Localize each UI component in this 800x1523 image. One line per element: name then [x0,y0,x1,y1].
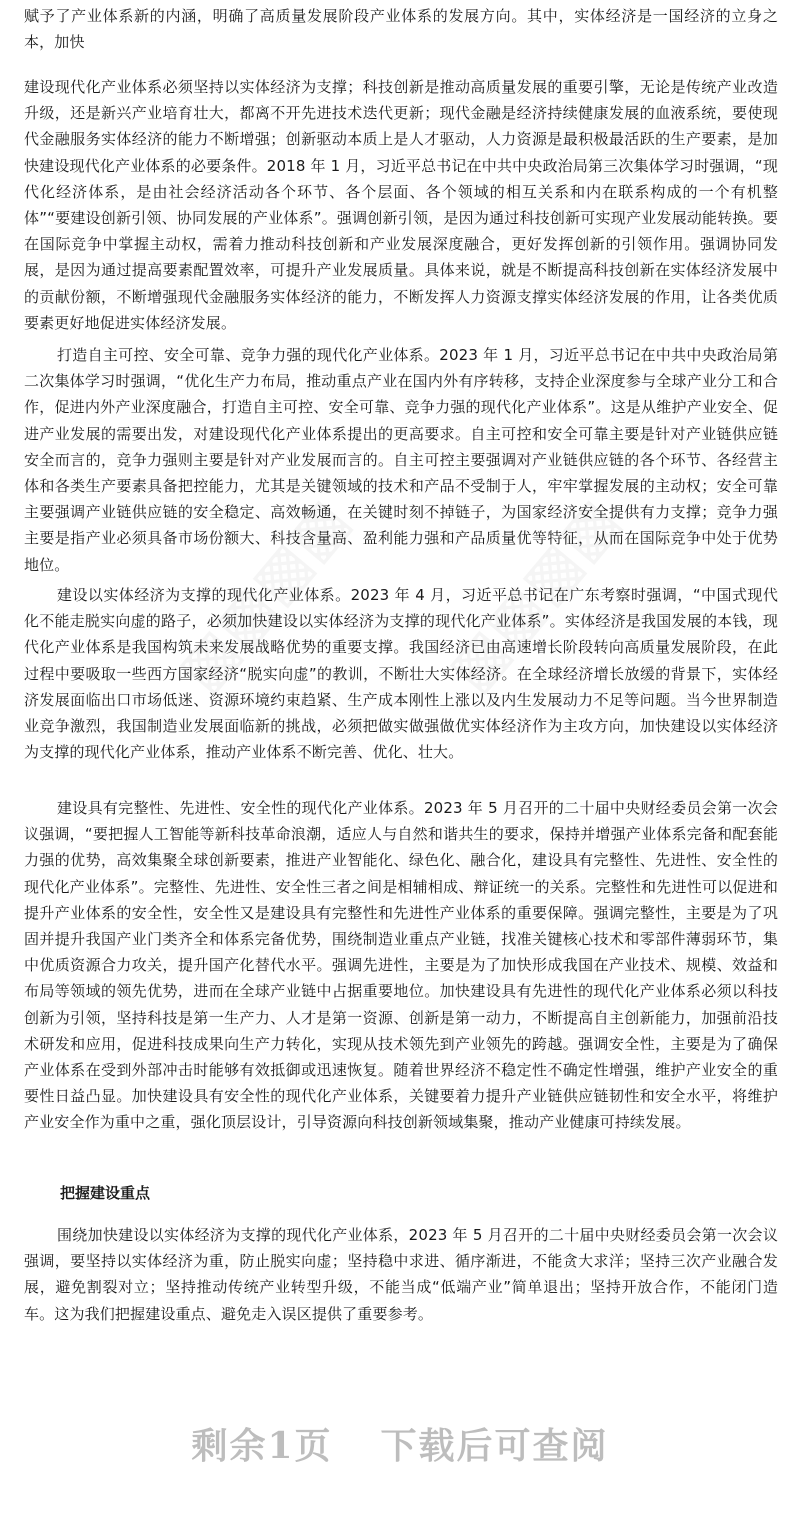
download-prompt[interactable] [0,1418,800,1469]
paragraph-key-points: 围绕加快建设以实体经济为支撑的现代化产业体系，2023 年 5 月召开的二十届中央财经委员会第一次会议强调，要坚持以实体经济为重，防止脱实向虚；坚持稳中求进、循序渐进，不能贪大求洋；坚持三次产业融合发展，避免割裂对立；坚持推动传统产业转型升级，不能当成“低端产业”简单退出；坚持开放合作，不能闭门造车。这为我们把握建设重点、避免走入误区提供了重要参考。 [24,1226,778,1323]
download-to-read-label[interactable]: 下载后可查阅 [380,1425,609,1467]
paragraph-real-economy: 建设以实体经济为支撑的现代化产业体系。2023 年 4 月，习近平总书记在广东考察时强调，“中国式现代化不能走脱实向虚的路子，必须加快建设以实体经济为支撑的现代化产业体系”。实体经济是我国发展的本钱，现代化产业体系是我国构筑未来发展战略优势的重要支撑。我国经济已由高速增长阶段转向高质量发展阶段，在此过程中要吸取一些西方国家经济“脱实向虚”的教训，不断壮大实体经济。在全球经济增长放缓的背景下，实体经济发展面临出口市场低迷、资源环境约束趋紧、生产成本刚性上涨以及内生发展动力不足等问题。当今世界制造业竞争激烈，我国制造业发展面临新的挑战，必须把做实做强做优实体经济作为主攻方向，加快建设以实体经济为支撑的现代化产业体系，推动产业体系不断完善、优化、壮大。 [24,586,778,762]
paragraph-components: 建设现代化产业体系必须坚持以实体经济为支撑；科技创新是推动高质量发展的重要引擎，无论是传统产业改造升级，还是新兴产业培育壮大，都离不开先进技术迭代更新；现代金融是经济持续健康发展的血液系统，要使现代金融服务实体经济的能力不断增强；创新驱动本质上是人才驱动，人力资源是最积极最活跃的生产要素，是加快建设现代化产业体系的必要条件。2018 年 1 月，习近平总书记在中共中央政治局第三次集体学习时强调，“现代化经济体系，是由社会经济活动各个环节、各个层面、各个领域的相互关系和内在联系构成的一个有机整体”“要建设创新引领、协同发展的产业体系”。强调创新引领，是因为通过科技创新可实现产业发展动能转换。要在国际竞争中掌握主动权，需着力推动科技创新和产业发展深度融合，更好发挥创新的引领作用。强调协同发展，是因为通过提高要素配置效率，可提升产业发展质量。具体来说，就是不断提高科技创新在实体经济发展中的贡献份额，不断增强现代金融服务实体经济的能力，不断发挥人力资源支撑实体经济发展的作用，让各类优质要素更好地促进实体经济发展。 [24,78,778,332]
paragraph-intro-tail: 赋予了产业体系新的内涵，明确了高质量发展阶段产业体系的发展方向。其中，实体经济是一国经济的立身之本，加快 [24,7,778,52]
remaining-pages-label: 剩余1页 [191,1425,333,1467]
section-heading: 把握建设重点 [60,1184,151,1202]
paragraph-autonomous-secure: 打造自主可控、安全可靠、竞争力强的现代化产业体系。2023 年 1 月，习近平总书记在中共中央政治局第二次集体学习时强调，“优化生产力布局，推动重点产业在国内外有序转移，支持企业深度参与全球产业分工和合作，促进内外产业深度融合，打造自主可控、安全可靠、竞争力强的现代化产业体系”。这是从维护产业安全、促进产业发展的需要出发，对建设现代化产业体系提出的更高要求。自主可控和安全可靠主要是针对产业链供应链安全而言的，竞争力强则主要是针对产业发展而言的。自主可控主要强调对产业链供应链的各个环节、各经营主体和各类生产要素具备把控能力，尤其是关键领域的技术和产品不受制于人，牢牢掌握发展的主动权；安全可靠主要强调产业链供应链的安全稳定、高效畅通，在关键时刻不掉链子，为国家经济安全提供有力支撑；竞争力强主要是指产业必须具备市场份额大、科技含量高、盈利能力强和产品质量优等特征，从而在国际竞争中处于优势地位。 [24,346,778,574]
paragraph-complete-advanced-secure: 建设具有完整性、先进性、安全性的现代化产业体系。2023 年 5 月召开的二十届中央财经委员会第一次会议强调，“要把握人工智能等新科技革命浪潮，适应人与自然和谐共生的要求，保持并增强产业体系完备和配套能力强的优势，高效集聚全球创新要素，推进产业智能化、绿色化、融合化，建设具有完整性、先进性、安全性的现代化产业体系”。完整性、先进性、安全性三者之间是相辅相成、辩证统一的关系。完整性和先进性可以促进和提升产业体系的安全性，安全性又是建设具有完整性和先进性产业体系的重要保障。强调完整性，主要是为了巩固并提升我国产业门类齐全和体系完备优势，围绕制造业重点产业链，找准关键核心技术和零部件薄弱环节，集中优质资源合力攻关，提升国产化替代水平。强调先进性，主要是为了加快形成我国在产业技术、规模、效益和布局等领域的领先优势，进而在全球产业链中占据重要地位。加快建设具有先进性的现代化产业体系必须以科技创新为引领，坚持科技是第一生产力、人才是第一资源、创新是第一动力，不断提高自主创新能力，加强前沿技术研发和应用，促进科技成果向生产力转化，实现从技术领先到产业领先的跨越。强调安全性，主要是为了确保产业体系在受到外部冲击时能够有效抵御或迅速恢复。随着世界经济不稳定性不确定性增强，维护产业安全的重要性日益凸显。加快建设具有安全性的现代化产业体系，关键要着力提升产业链供应链韧性和安全水平，将维护产业安全作为重中之重，强化顶层设计，引导资源向科技创新领域集聚，推动产业健康可持续发展。 [24,799,778,1132]
